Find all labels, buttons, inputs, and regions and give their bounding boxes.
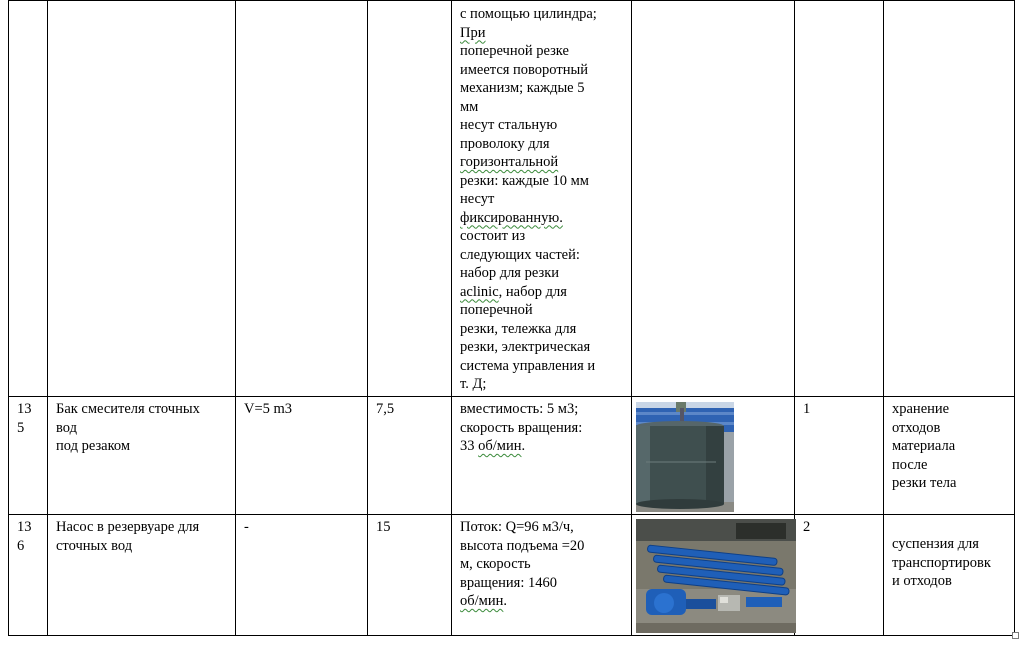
table-row-continuation [9,1,1015,397]
tank-photo [636,402,734,512]
description-line: высота подъема =20 [460,537,585,554]
cell-name [48,1,236,397]
description-line: несут [460,191,495,207]
tank-photo-icon [636,402,734,512]
cell-name [48,397,236,515]
row-number-part: 6 [17,537,25,554]
row-number-part: 13 [17,401,32,417]
description-line: следующих частей: [460,246,580,263]
cell-spec: V=5 m3 [236,397,368,515]
cell-power: 15 [368,515,452,636]
table-end-marker [1012,632,1019,639]
cell-description [452,397,632,515]
description-line: состоит из [460,228,526,244]
description-line: резки, электрическая [460,339,591,355]
cell-number [9,397,48,515]
description-line: резки, тележка для [460,320,577,337]
cell-purpose [884,515,1015,636]
name-line: под резаком [56,438,131,454]
cell-description [452,1,632,397]
description-line: м, скорость [460,556,531,572]
description-line: с помощью цилиндра; [460,6,597,22]
cell-power: 7,5 [368,397,452,515]
description-line: aclinic, набор для [460,283,567,300]
cell-quantity: 2 [795,515,884,636]
description-line: об/мин. [460,593,507,609]
cell-photo [632,397,795,515]
cell-photo [632,1,795,397]
description-line: вместимость: 5 м3; [460,401,579,417]
purpose-line: резки тела [892,475,957,491]
cell-spec [236,1,368,397]
table-row [9,515,1015,636]
cell-number [9,1,48,397]
cell-quantity: 1 [795,397,884,515]
description-line: мм [460,98,479,115]
cell-purpose [884,397,1015,515]
description-line: поперечной [460,302,533,318]
pump-photo-icon [636,519,796,633]
description-line: несут стальную [460,117,558,133]
pump-photo [636,519,796,633]
description-line: резки: каждые 10 мм [460,172,589,189]
name-line: Бак смесителя сточных [56,401,200,417]
row-number-part: 13 [17,519,32,535]
description-line: фиксированную. [460,209,563,226]
description-line: система управления и [460,357,596,374]
description-line: имеется поворотный [460,61,588,78]
purpose-line: материала [892,438,956,454]
cell-power [368,1,452,397]
description-line: Поток: Q=96 м3/ч, [460,519,574,535]
description-line: набор для резки [460,265,560,281]
name-line: сточных вод [56,537,133,554]
description-line: скорость вращения: [460,419,583,436]
purpose-line: хранение [892,401,950,417]
equipment-table [8,0,1015,636]
table-row [9,397,1015,515]
cell-description [452,515,632,636]
cell-name [48,515,236,636]
cell-spec: - [236,515,368,636]
cell-purpose [884,1,1015,397]
row-number-part: 5 [17,419,25,436]
name-line: вод [56,419,77,436]
description-line: вращения: 1460 [460,574,557,591]
purpose-line: отходов [892,419,941,436]
description-line: При [460,24,486,41]
description-line: проволоку для [460,135,550,152]
description-line: т. Д; [460,376,487,392]
purpose-line: и отходов [892,573,952,589]
description-line: механизм; каждые 5 [460,80,585,96]
description-line: 33 об/мин. [460,438,526,454]
cell-quantity [795,1,884,397]
purpose-line: транспортировк [892,554,991,571]
description-line: поперечной резке [460,43,569,59]
cell-photo [632,515,795,636]
cell-number [9,515,48,636]
name-line: Насос в резервуаре для [56,519,200,535]
purpose-line: после [892,456,928,473]
description-line: горизонтальной [460,154,559,170]
purpose-line: суспензия для [892,536,979,552]
